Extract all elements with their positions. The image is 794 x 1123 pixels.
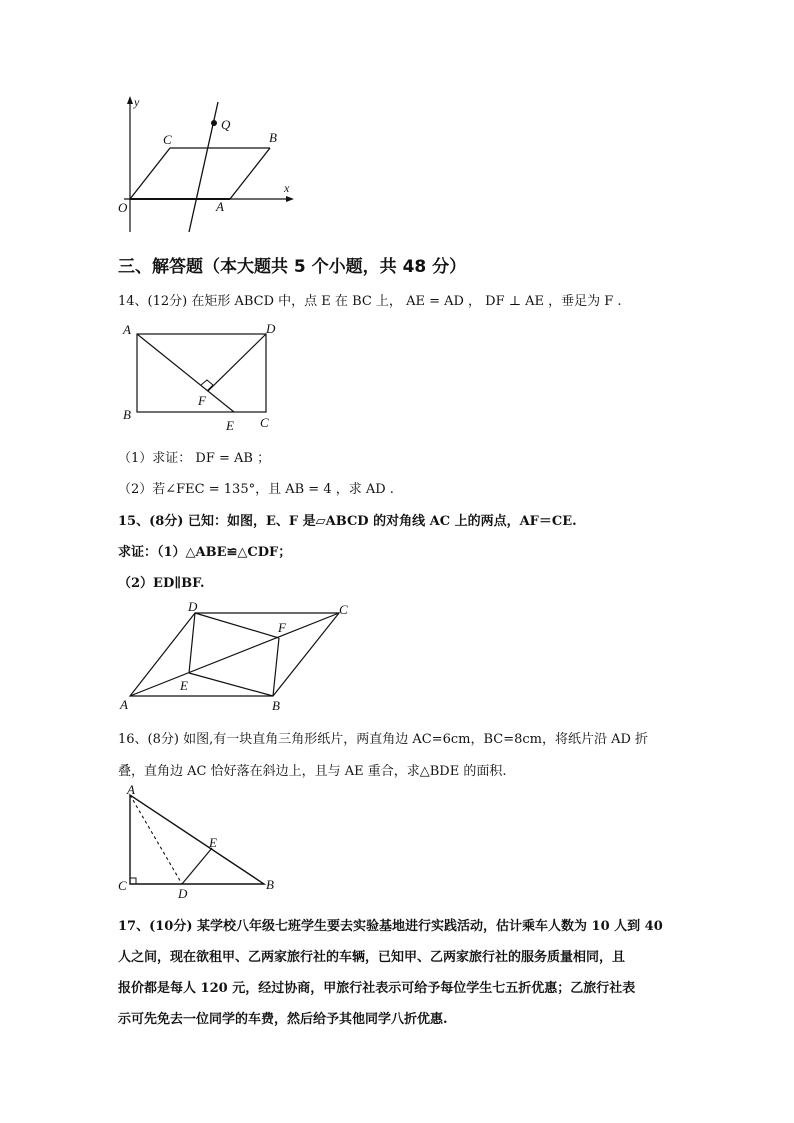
q17-line4: 示可先免去一位同学的车费，然后给予其他同学八折优惠.	[118, 1012, 448, 1027]
q14-part1: （1）求证： DF = AB ；	[118, 451, 271, 466]
q16-line1: 16、(8分) 如图,有一块直角三角形纸片，两直角边 AC=6cm，BC=8cm，将纸片沿 AD 折	[118, 732, 649, 747]
q14-rectangle-figure	[118, 318, 288, 434]
q15-part1: 求证：（1）△ABE≌△CDF；	[118, 545, 292, 560]
label-C: C	[260, 415, 269, 430]
x-axis-arrow	[286, 196, 294, 202]
segment-AE	[137, 334, 234, 412]
q15-part2: （2）ED∥BF.	[118, 576, 205, 591]
right-angle-mark-F	[201, 380, 213, 391]
label-Q: Q	[221, 117, 231, 132]
q16-triangle-figure	[112, 782, 282, 902]
label-A: A	[127, 782, 135, 797]
segment-DF	[195, 613, 279, 638]
segment-FB	[273, 638, 279, 696]
q17-line3: 报价都是每人 120 元，经过协商，甲旅行社表示可给予每位学生七五折优惠；乙旅行社表	[118, 981, 636, 996]
point-Q	[211, 120, 217, 126]
q17-line1: 17、(10分) 某学校八年级七班学生要去实验基地进行实践活动，估计乘车人数为 10 人到 40	[118, 919, 663, 934]
segment-DE	[189, 613, 195, 673]
segment-DE	[182, 848, 212, 884]
y-axis-arrow	[127, 96, 133, 104]
label-F: F	[198, 393, 206, 408]
label-B: B	[266, 877, 274, 892]
section-title: 三、解答题（本大题共 5 个小题，共 48 分）	[118, 257, 467, 277]
label-C: C	[118, 878, 127, 893]
label-D: D	[178, 886, 188, 901]
label-x: x	[284, 181, 290, 195]
label-O: O	[118, 200, 128, 215]
label-C: C	[339, 602, 348, 617]
label-y: y	[134, 95, 140, 109]
q14-stem: 14、(12分) 在矩形 ABCD 中，点 E 在 BC 上， AE = AD ， DF ⊥ AE ，垂足为 F .	[118, 294, 622, 309]
fold-line-AD	[130, 795, 182, 884]
label-D: D	[266, 321, 276, 336]
q15-parallelogram-figure	[118, 598, 358, 714]
label-E: E	[180, 678, 188, 693]
label-E: E	[226, 418, 234, 433]
label-B: B	[123, 407, 131, 422]
label-A: A	[216, 199, 224, 214]
q16-line2: 叠，直角边 AC 恰好落在斜边上，且与 AE 重合，求△BDE 的面积.	[118, 764, 507, 779]
label-E: E	[209, 835, 217, 850]
segment-EB	[189, 673, 273, 696]
q15-stem: 15、(8分) 已知：如图，E、F 是▱ABCD 的对角线 AC 上的两点，AF＝CE.	[118, 514, 577, 529]
diagonal-AC	[130, 613, 339, 696]
segment-DF	[208, 334, 266, 391]
coordinate-parallelogram-figure	[110, 92, 310, 242]
label-B: B	[272, 698, 280, 713]
label-B: B	[269, 130, 277, 145]
q14-part2: （2）若∠FEC = 135°，且 AB = 4 ，求 AD .	[118, 482, 394, 497]
segment-AB	[230, 148, 270, 199]
label-F: F	[278, 620, 286, 635]
label-D: D	[188, 599, 198, 614]
q17-line2: 人之间，现在欲租甲、乙两家旅行社的车辆，已知甲、乙两家旅行社的服务质量相同，且	[118, 950, 626, 965]
label-C: C	[163, 132, 172, 147]
right-angle-mark-C	[130, 878, 136, 884]
label-A: A	[120, 697, 128, 712]
label-A: A	[123, 322, 131, 337]
segment-OC	[130, 148, 170, 199]
triangle-ABC	[130, 795, 264, 884]
